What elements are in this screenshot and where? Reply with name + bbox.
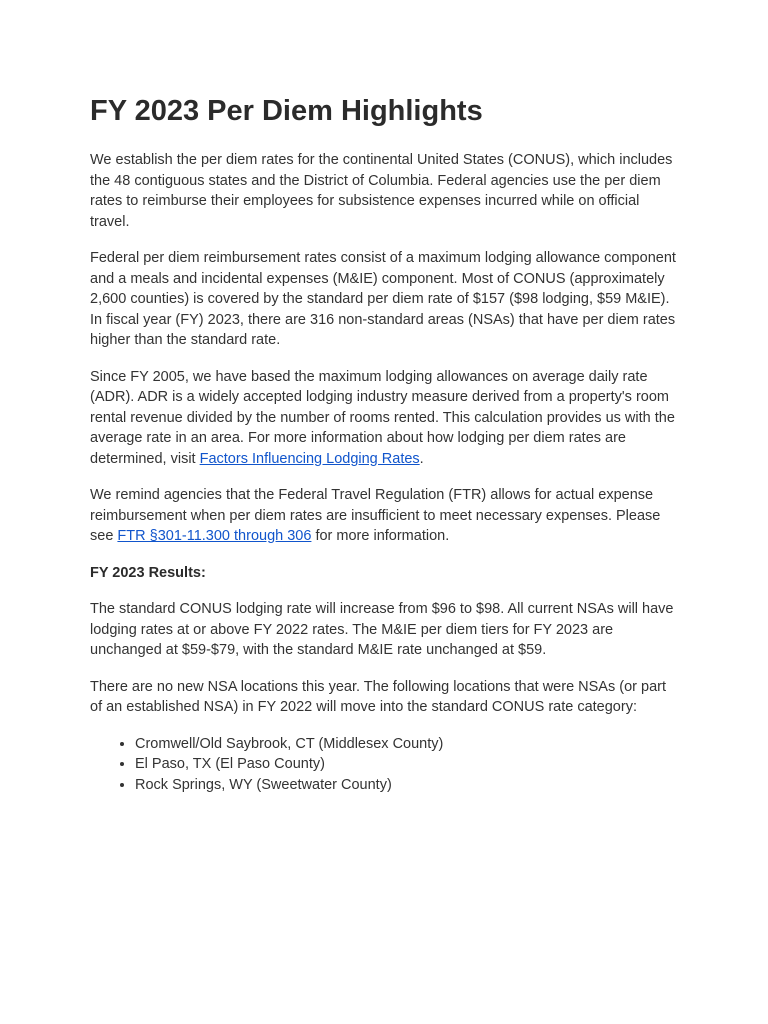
results-paragraph: The standard CONUS lodging rate will increase from $96 to $98. All current NSAs will have lodging rates at or above FY 2022 rates. The M&IE per diem tiers for FY 2023 are unchanged at $59-$79, with the standard M&IE rate unchanged at $59. [90,601,674,658]
ftr-paragraph [90,485,680,547]
ftr-link[interactable]: FTR §301-11.300 through 306 [117,528,312,544]
rates-paragraph: Federal per diem reimbursement rates consist of a maximum lodging allowance component and a meals and incidental expenses (M&IE) component. Most of CONUS (approximately 2,600 counties) is covered by the standard per diem rate of $157 ($98 lodging, $59 M&IE). In fiscal year (FY) 2023, there are 316 non-standard areas (NSAs) that have per diem rates higher than the standard rate. [90,250,676,348]
ftr-text-end: for more information. [311,528,450,544]
ftr-text: We remind agencies that the Federal Travel Regulation (FTR) allows for actual expense reimbursement when per diem rates are insufficient to meet necessary expenses. Please see [90,487,661,544]
location-list [90,734,680,796]
lodging-rates-link[interactable]: Factors Influencing Lodging Rates [199,450,420,467]
nsa-paragraph: There are no new NSA locations this year. The following locations that were NSAs (or part of an established NSA) in FY 2022 will move into the standard CONUS rate category: [90,678,666,715]
page-title: FY 2023 Per Diem Highlights [90,95,483,127]
adr-text-end: . [419,450,424,467]
results-heading: FY 2023 Results: [90,564,206,581]
adr-text: Since FY 2005, we have based the maximum lodging allowances on average daily rate (ADR). ADR is a widely accepted lodging industry measure derived from a property's room rental revenue divided by the number of rooms rented. This calculation provides us with the average rate in an area. For more information about how lodging per diem rates are determined, visit [90,368,675,467]
intro-paragraph: We establish the per diem rates for the continental United States (CONUS), which includes the 48 contiguous states and the District of Columbia. Federal agencies use the per diem rates to reimburse their employees for subsistence expenses incurred while on official travel. [90,152,673,230]
list-item: • Rock Springs, WY (Sweetwater County) [135,775,680,796]
adr-paragraph [90,367,680,470]
list-item: • El Paso, TX (El Paso County) [135,754,680,775]
list-item: • Cromwell/Old Saybrook, CT (Middlesex County) [135,734,680,755]
